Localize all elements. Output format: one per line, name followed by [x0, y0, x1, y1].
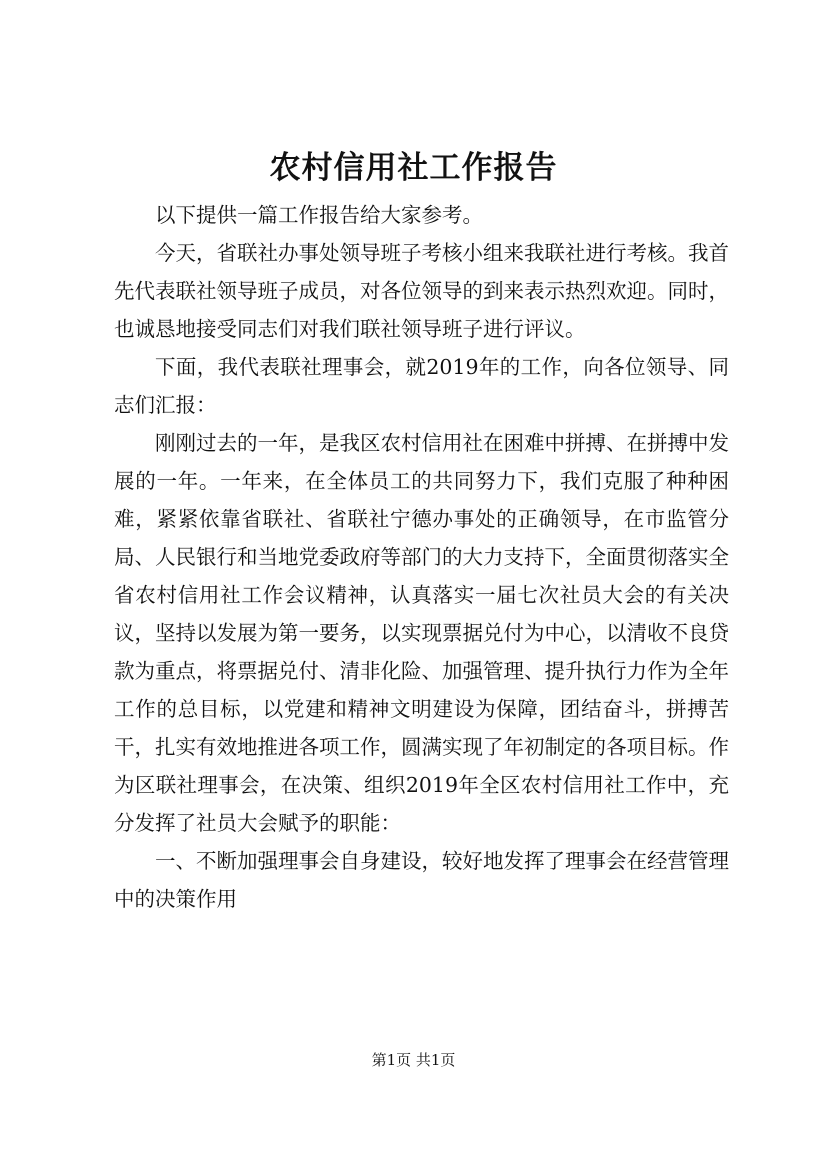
paragraph-year-review: 刚刚过去的一年，是我区农村信用社在困难中拼搏、在拼搏中发展的一年。一年来，在全体员工的共同努力下，我们克服了种种困难，紧紧依靠省联社、省联社宁德办事处的正确领导，在市监管分局、人民银行和当地党委政府等部门的大力支持下，全面贯彻落实全省农村信用社工作会议精神，认真落实一届七次社员大会的有关决议，坚持以发展为第一要务，以实现票据兑付为中心，以清收不良贷款为重点，将票据兑付、清非化险、加强管理、提升执行力作为全年工作的总目标，以党建和精神文明建设为保障，团结奋斗，拼搏苦干，扎实有效地推进各项工作，圆满实现了年初制定的各项目标。作为区联社理事会，在决策、组织2019年全区农村信用社工作中，充分发挥了社员大会赋予的职能：	[114, 431, 729, 835]
paragraph-section-one-heading: 一、不断加强理事会自身建设，较好地发挥了理事会在经营管理中的决策作用	[114, 849, 729, 911]
document-title: 农村信用社工作报告	[269, 150, 558, 186]
paragraph-intro: 以下提供一篇工作报告给大家参考。	[155, 203, 483, 227]
paragraph-welcome: 今天，省联社办事处领导班子考核小组来我联社进行考核。我首先代表联社领导班子成员，对各位领导的到来表示热烈欢迎。同时，也诚恳地接受同志们对我们联社领导班子进行评议。	[114, 241, 729, 341]
paragraph-report-opening: 下面，我代表联社理事会，就2019年的工作，向各位领导、同志们汇报：	[114, 355, 729, 417]
page-number-footer: 第1页 共1页	[371, 1051, 456, 1069]
document-body	[114, 196, 729, 918]
